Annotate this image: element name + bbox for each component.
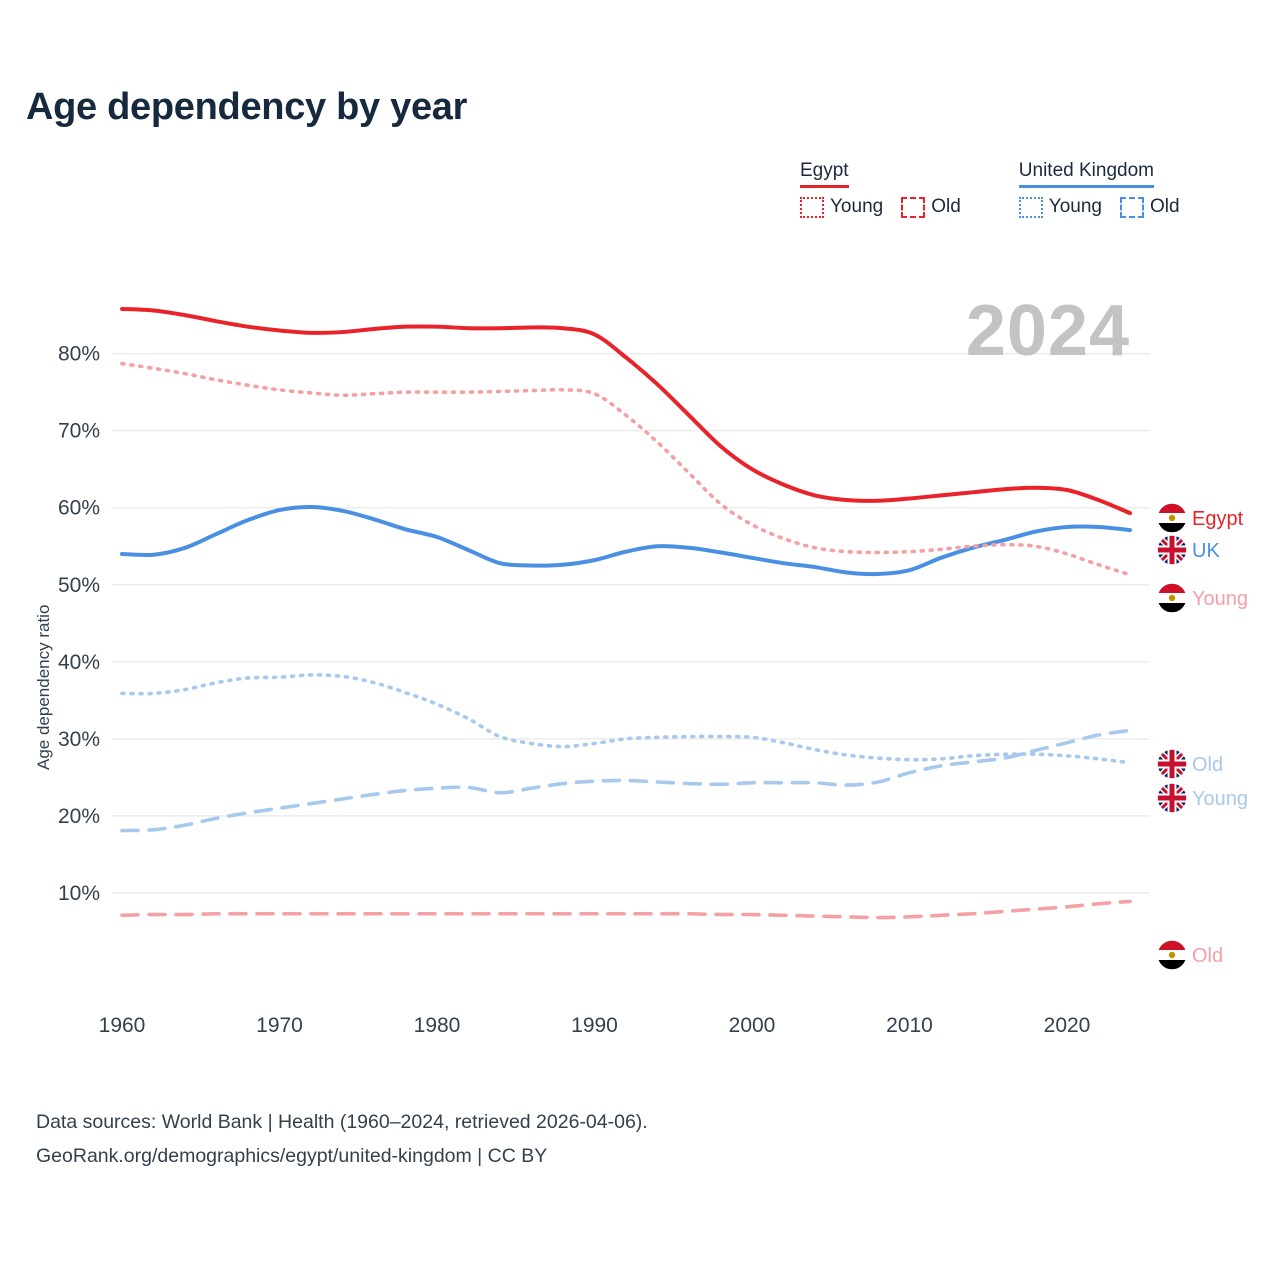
uk-flag-icon: [1157, 783, 1187, 813]
y-axis-ticks: [58, 343, 100, 905]
legend-swatch-dashed-icon: [1120, 197, 1144, 218]
series-end-label: Old: [1192, 945, 1224, 967]
x-tick-label: 2000: [728, 1014, 776, 1037]
series-end-label: Old: [1192, 754, 1224, 776]
x-axis-ticks: [99, 1014, 1091, 1037]
egypt-flag-icon: [1157, 583, 1187, 614]
legend-group-egypt: [800, 160, 961, 218]
legend-group-uk-title: United Kingdom: [1019, 160, 1154, 188]
series-line: [122, 507, 1130, 574]
y-tick-label: 60%: [57, 496, 100, 520]
footer: [36, 1105, 648, 1173]
legend-item-egypt-old[interactable]: [901, 196, 961, 218]
series-end-label: Egypt: [1192, 508, 1244, 530]
year-watermark: 2024: [965, 291, 1130, 371]
legend-group-egypt-title: Egypt: [800, 160, 849, 188]
chart-plot-area: [0, 250, 1280, 1070]
series-end-label: Young: [1192, 588, 1248, 610]
legend-item-uk-old[interactable]: [1120, 196, 1180, 218]
legend-label-uk-old: Old: [1149, 196, 1180, 217]
y-tick-label: 30%: [57, 727, 100, 751]
page-title: Age dependency by year: [26, 86, 468, 128]
legend-label-egypt-young: Young: [830, 196, 884, 217]
x-tick-label: 1980: [413, 1014, 461, 1037]
series-line: [122, 675, 1130, 763]
legend-swatch-dashed-icon: [901, 197, 925, 218]
y-axis-label: Age dependency ratio: [34, 604, 53, 770]
chart-legend: [800, 160, 1260, 218]
legend-item-uk-young[interactable]: [1019, 196, 1102, 218]
footer-data-sources: Data sources: World Bank | Health (1960–2024, retrieved 2026-04-06).: [36, 1111, 648, 1133]
egypt-flag-icon: [1157, 503, 1187, 534]
series-end-labels: [1157, 503, 1248, 971]
legend-swatch-dotted-icon: [1019, 197, 1043, 218]
uk-flag-icon: [1157, 749, 1187, 779]
legend-label-egypt-old: Old: [931, 196, 961, 217]
footer-attribution: GeoRank.org/demographics/egypt/united-kingdom | CC BY: [36, 1145, 548, 1167]
legend-group-uk: [1019, 160, 1180, 218]
y-tick-label: 50%: [57, 573, 100, 597]
y-tick-label: 70%: [57, 419, 100, 443]
legend-label-uk-young: Young: [1048, 196, 1102, 217]
series-line: [122, 901, 1130, 917]
series-lines: [122, 309, 1130, 918]
x-tick-label: 1970: [256, 1014, 303, 1037]
y-tick-label: 20%: [57, 804, 100, 828]
x-tick-label: 1960: [98, 1014, 146, 1037]
egypt-flag-icon: [1157, 940, 1187, 971]
x-tick-label: 1990: [571, 1014, 618, 1037]
y-tick-label: 10%: [57, 881, 100, 905]
legend-swatch-dotted-icon: [800, 197, 824, 218]
y-tick-label: 80%: [57, 342, 100, 366]
series-line: [122, 364, 1130, 575]
chart-svg: [0, 250, 1280, 1070]
uk-flag-icon: [1157, 535, 1187, 565]
gridlines: [112, 354, 1150, 893]
series-end-label: UK: [1192, 540, 1220, 562]
series-end-label: Young: [1192, 788, 1248, 810]
legend-item-egypt-young[interactable]: [800, 196, 883, 218]
y-tick-label: 40%: [57, 650, 100, 674]
x-tick-label: 2010: [886, 1014, 933, 1037]
x-tick-label: 2020: [1043, 1014, 1091, 1037]
